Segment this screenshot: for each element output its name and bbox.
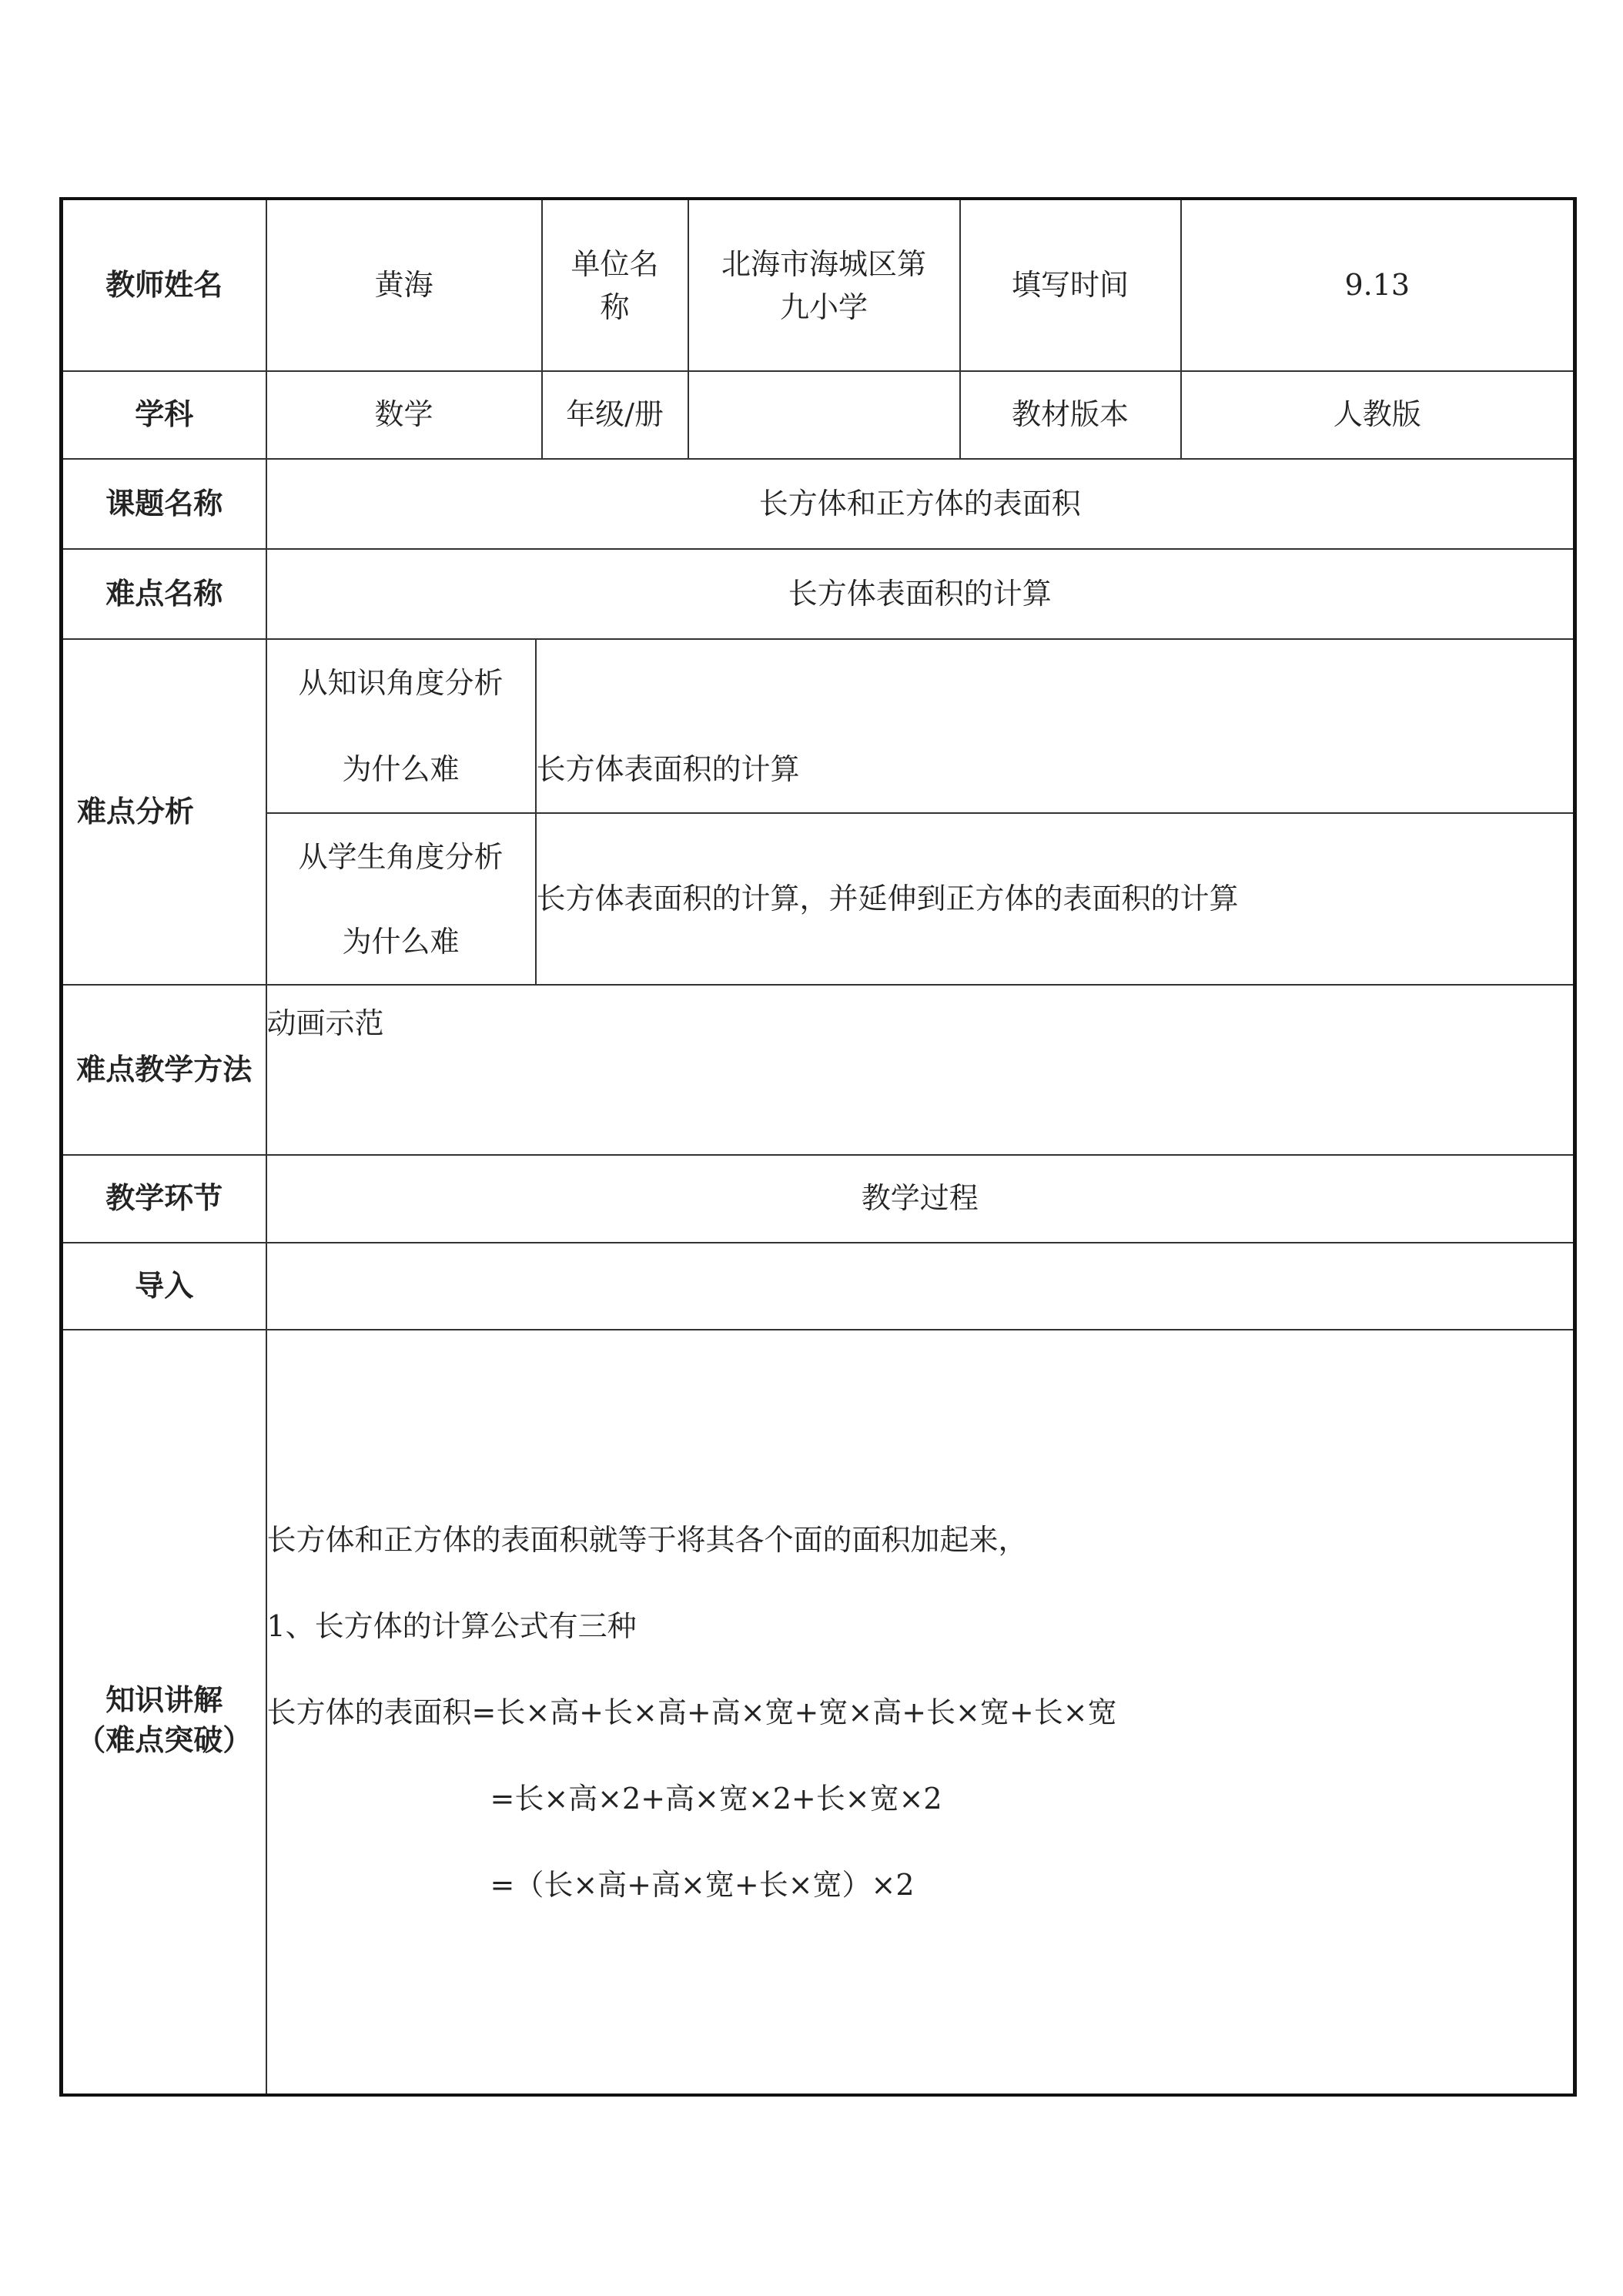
knowledge-line-formula3: =（长×高+高×宽+长×宽）×2 bbox=[490, 1867, 915, 1902]
student-angle-label bbox=[266, 813, 536, 985]
stage-row bbox=[62, 1155, 1575, 1243]
topic-value: 长方体和正方体的表面积 bbox=[266, 459, 1575, 549]
knowledge-line-formula1: 长方体的表面积=长×高+长×高+高×宽+宽×高+长×宽+长×宽 bbox=[266, 1695, 1117, 1729]
method-value: 动画示范 bbox=[266, 985, 1575, 1155]
analysis-knowledge-row bbox=[62, 639, 1575, 813]
intro-row bbox=[62, 1243, 1575, 1330]
knowledge-label-line1: 知识讲解 bbox=[105, 1683, 223, 1717]
difficulty-label: 难点名称 bbox=[62, 549, 266, 639]
grade-label: 年级/册 bbox=[542, 371, 688, 459]
analysis-student-row bbox=[62, 813, 1575, 985]
subject-row bbox=[62, 371, 1575, 459]
knowledge-label bbox=[62, 1330, 266, 2095]
method-row bbox=[62, 985, 1575, 1155]
knowledge-angle-line2: 为什么难 bbox=[342, 752, 460, 786]
unit-name-line2: 九小学 bbox=[780, 290, 868, 324]
topic-row bbox=[62, 459, 1575, 549]
difficulty-value: 长方体表面积的计算 bbox=[266, 549, 1575, 639]
intro-value bbox=[266, 1243, 1575, 1330]
fill-time-value: 9.13 bbox=[1181, 199, 1575, 371]
textbook-value: 人教版 bbox=[1181, 371, 1575, 459]
subject-label: 学科 bbox=[62, 371, 266, 459]
unit-label-line2: 称 bbox=[600, 290, 630, 324]
method-label: 难点教学方法 bbox=[62, 985, 266, 1155]
knowledge-row bbox=[62, 1330, 1575, 2095]
knowledge-line-heading: 1、长方体的计算公式有三种 bbox=[266, 1608, 637, 1643]
stage-label: 教学环节 bbox=[62, 1155, 266, 1243]
textbook-label: 教材版本 bbox=[960, 371, 1181, 459]
teacher-name-value: 黄海 bbox=[266, 199, 542, 371]
unit-label-line1: 单位名 bbox=[571, 246, 659, 281]
grade-value bbox=[688, 371, 960, 459]
topic-label: 课题名称 bbox=[62, 459, 266, 549]
knowledge-angle-text: 长方体表面积的计算 bbox=[536, 639, 1575, 813]
knowledge-line-formula2: =长×高×2+高×宽×2+长×宽×2 bbox=[490, 1781, 942, 1816]
fill-time-label: 填写时间 bbox=[960, 199, 1181, 371]
knowledge-line-intro: 长方体和正方体的表面积就等于将其各个面的面积加起来， bbox=[266, 1522, 1028, 1557]
knowledge-content bbox=[266, 1330, 1575, 2095]
student-angle-line2: 为什么难 bbox=[342, 924, 460, 959]
unit-name-value bbox=[688, 199, 960, 371]
student-angle-text: 长方体表面积的计算，并延伸到正方体的表面积的计算 bbox=[536, 813, 1575, 985]
lesson-plan-sheet bbox=[59, 197, 1577, 2097]
knowledge-angle-line1: 从知识角度分析 bbox=[298, 666, 504, 700]
intro-label: 导入 bbox=[62, 1243, 266, 1330]
knowledge-angle-label bbox=[266, 639, 536, 813]
unit-label bbox=[542, 199, 688, 371]
knowledge-label-line2: （难点突破） bbox=[76, 1723, 253, 1757]
teacher-row bbox=[62, 199, 1575, 371]
unit-name-line1: 北海市海城区第 bbox=[721, 246, 927, 281]
analysis-label: 难点分析 bbox=[62, 639, 266, 985]
difficulty-row bbox=[62, 549, 1575, 639]
lesson-plan-table bbox=[59, 197, 1577, 2097]
student-angle-line1: 从学生角度分析 bbox=[298, 839, 504, 874]
teacher-name-label: 教师姓名 bbox=[62, 199, 266, 371]
subject-value: 数学 bbox=[266, 371, 542, 459]
process-label: 教学过程 bbox=[266, 1155, 1575, 1243]
